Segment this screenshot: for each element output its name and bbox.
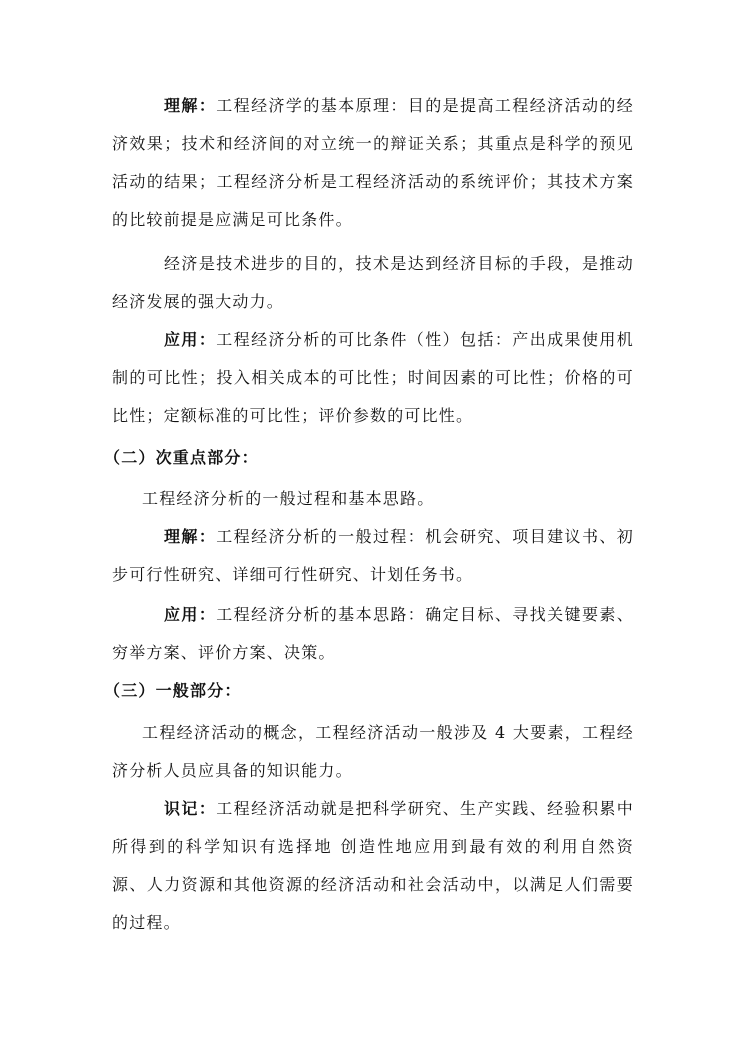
paragraph-process-overview (112, 480, 634, 518)
paragraph-text: 经济是技术进步的目的，技术是达到经济目标的手段，是推动经济发展的强大动力。 (112, 254, 634, 311)
label-understanding: 理解： (164, 527, 217, 546)
label-application: 应用： (164, 605, 217, 624)
paragraph-economy-technology (112, 245, 634, 321)
paragraph-text: 工程经济学的基本原理：目的是提高工程经济活动的经济效果；技术和经济间的对立统一的辩证关系；其重点是科学的预见活动的结果；工程经济分析是工程经济活动的系统评价；其技术方案的比较前提是应满足可比条件。 (112, 96, 634, 229)
paragraph-application-approach (112, 596, 634, 672)
paragraph-text: 工程经济活动就是把科学研究、生产实践、经验积累中所得到的科学知识有选择地 创造性地应用到最有效的利用自然资源、人力资源和其他资源的经济活动和社会活动中，以满足人们需要的过程。 (112, 799, 634, 932)
paragraph-text: 工程经济分析的基本思路：确定目标、寻找关键要素、穷举方案、评价方案、决策。 (112, 605, 634, 662)
label-understanding: 理解： (164, 96, 217, 115)
paragraph-text: 工程经济分析的一般过程和基本思路。 (142, 489, 435, 508)
paragraph-text: 工程经济分析的一般过程：机会研究、项目建议书、初步可行性研究、详细可行性研究、计划任务书。 (112, 527, 634, 584)
paragraph-understanding-principles (112, 87, 634, 239)
label-application: 应用： (164, 330, 217, 349)
paragraph-understanding-process (112, 518, 634, 594)
paragraph-text: 工程经济分析的可比条件（性）包括：产出成果使用机制的可比性；投入相关成本的可比性；时间因素的可比性；价格的可比性；定额标准的可比性；评价参数的可比性。 (112, 330, 634, 425)
label-memorize: 识记： (164, 799, 217, 818)
paragraph-application-comparability (112, 321, 634, 435)
section-heading-secondary: （二）次重点部分： (104, 448, 259, 467)
paragraph-text: 工程经济活动的概念，工程经济活动一般涉及 4 大要素，工程经济分析人员应具备的知识能力。 (112, 723, 634, 780)
paragraph-activity-concept (112, 714, 634, 790)
section-heading-general: （三）一般部分： (104, 681, 242, 700)
paragraph-memorize-definition (112, 790, 634, 942)
